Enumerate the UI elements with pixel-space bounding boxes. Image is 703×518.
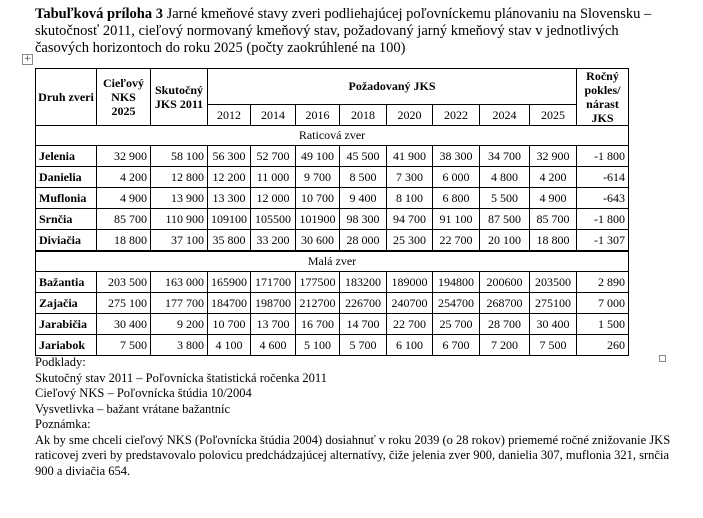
section-row <box>36 251 629 272</box>
value-cell: 8 500 <box>340 167 387 188</box>
value-cell: 11 000 <box>251 167 296 188</box>
value-cell: 3 800 <box>151 335 208 356</box>
value-cell: 87 500 <box>480 209 530 230</box>
value-cell: 37 100 <box>151 230 208 252</box>
table-row <box>36 335 629 356</box>
table-row <box>36 146 629 167</box>
species-name: Jarabičia <box>36 314 97 335</box>
value-cell: -1 800 <box>577 209 629 230</box>
value-cell: 58 100 <box>151 146 208 167</box>
section-row <box>36 126 629 146</box>
value-cell: 4 600 <box>251 335 296 356</box>
value-cell: 22 700 <box>433 230 480 252</box>
value-cell: 13 900 <box>151 188 208 209</box>
notes-paragraph: Ak by sme chceli cieľový NKS (Poľovnícka štúdia 2004) dosiahnuť v roku 2039 (o 28 rokov) priememé ročné znižovanie JKS raticovej zveri by predstavovalo polovicu predchádzajúcej alternatívy, čiže jelenia zver 900, danielia 307, muflonia 321, srnčia 900 a diviačia 654. <box>35 432 671 478</box>
table-row <box>36 209 629 230</box>
value-cell: 171700 <box>251 272 296 293</box>
value-cell: 189000 <box>387 272 433 293</box>
value-cell: 9 400 <box>340 188 387 209</box>
value-cell: 6 000 <box>433 167 480 188</box>
value-cell: -1 800 <box>577 146 629 167</box>
year-header-cell: 2020 <box>387 105 433 126</box>
value-cell: 183200 <box>340 272 387 293</box>
value-cell: 7 500 <box>530 335 577 356</box>
notes-podklady: Podklady: <box>35 355 86 369</box>
value-cell: 12 800 <box>151 167 208 188</box>
value-cell: 226700 <box>340 293 387 314</box>
species-name: Danielia <box>36 167 97 188</box>
header-nks: Cieľový NKS 2025 <box>97 69 151 126</box>
value-cell: 4 800 <box>480 167 530 188</box>
value-cell: 13 300 <box>208 188 251 209</box>
table-row <box>36 188 629 209</box>
notes-line-3: Vysvetlivka – bažant vrátane bažantníc <box>35 401 231 416</box>
value-cell: 32 900 <box>530 146 577 167</box>
value-cell: 198700 <box>251 293 296 314</box>
notes-line-1: Skutočný stav 2011 – Poľovnícka štatistická ročenka 2011 <box>35 370 327 385</box>
caption-lead: Tabuľková príloha 3 <box>35 6 163 22</box>
value-cell: 200600 <box>480 272 530 293</box>
value-cell: 4 200 <box>530 167 577 188</box>
species-name: Srnčia <box>36 209 97 230</box>
species-name: Jariabok <box>36 335 97 356</box>
value-cell: 85 700 <box>97 209 151 230</box>
value-cell: 7 200 <box>480 335 530 356</box>
table-row <box>36 230 629 252</box>
species-name: Bažantia <box>36 272 97 293</box>
header-pozadovany: Požadovaný JKS <box>208 69 577 105</box>
value-cell: 49 100 <box>296 146 340 167</box>
value-cell: 184700 <box>208 293 251 314</box>
value-cell: 28 700 <box>480 314 530 335</box>
table-row <box>36 293 629 314</box>
value-cell: 9 700 <box>296 167 340 188</box>
header-druh: Druh zveri <box>36 69 97 126</box>
header-rocny: Ročný pokles/ nárast JKS <box>577 69 629 126</box>
value-cell: 165900 <box>208 272 251 293</box>
value-cell: 13 700 <box>251 314 296 335</box>
value-cell: 12 000 <box>251 188 296 209</box>
value-cell: 4 200 <box>97 167 151 188</box>
species-name: Diviačia <box>36 230 97 252</box>
value-cell: 18 800 <box>97 230 151 252</box>
value-cell: 10 700 <box>296 188 340 209</box>
value-cell: 4 100 <box>208 335 251 356</box>
value-cell: 20 100 <box>480 230 530 252</box>
table-row <box>36 167 629 188</box>
value-cell: 5 100 <box>296 335 340 356</box>
value-cell: 268700 <box>480 293 530 314</box>
value-cell: 101900 <box>296 209 340 230</box>
value-cell: 240700 <box>387 293 433 314</box>
value-cell: -614 <box>577 167 629 188</box>
section-title: Raticová zver <box>36 126 629 146</box>
value-cell: 32 900 <box>97 146 151 167</box>
value-cell: 16 700 <box>296 314 340 335</box>
wildlife-stock-table <box>35 68 629 356</box>
value-cell: 163 000 <box>151 272 208 293</box>
value-cell: 38 300 <box>433 146 480 167</box>
value-cell: 177 700 <box>151 293 208 314</box>
value-cell: 212700 <box>296 293 340 314</box>
species-name: Muflonia <box>36 188 97 209</box>
value-cell: 4 900 <box>530 188 577 209</box>
value-cell: 109100 <box>208 209 251 230</box>
value-cell: 5 500 <box>480 188 530 209</box>
value-cell: 33 200 <box>251 230 296 252</box>
value-cell: 275 100 <box>97 293 151 314</box>
value-cell: 177500 <box>296 272 340 293</box>
year-header-cell: 2018 <box>340 105 387 126</box>
value-cell: 10 700 <box>208 314 251 335</box>
value-cell: 105500 <box>251 209 296 230</box>
value-cell: 5 700 <box>340 335 387 356</box>
value-cell: 45 500 <box>340 146 387 167</box>
value-cell: 85 700 <box>530 209 577 230</box>
value-cell: 22 700 <box>387 314 433 335</box>
value-cell: 28 000 <box>340 230 387 252</box>
value-cell: 6 700 <box>433 335 480 356</box>
year-header-cell: 2014 <box>251 105 296 126</box>
section-title: Malá zver <box>36 251 629 272</box>
value-cell: 7 300 <box>387 167 433 188</box>
value-cell: 2 890 <box>577 272 629 293</box>
value-cell: -1 307 <box>577 230 629 252</box>
table-row <box>36 272 629 293</box>
notes-line-2: Cieľový NKS – Poľovnícka štúdia 10/2004 <box>35 386 252 400</box>
table-caption <box>35 6 675 57</box>
year-header-cell: 2025 <box>530 105 577 126</box>
value-cell: 52 700 <box>251 146 296 167</box>
value-cell: 30 400 <box>530 314 577 335</box>
value-cell: 275100 <box>530 293 577 314</box>
year-header-cell: 2012 <box>208 105 251 126</box>
table-row <box>36 314 629 335</box>
year-header-cell: 2016 <box>296 105 340 126</box>
value-cell: 1 500 <box>577 314 629 335</box>
notes-poznamka: Poznámka: <box>35 417 91 431</box>
notes-block <box>35 355 675 479</box>
caption-text: Jarné kmeňové stavy zveri podliehajúcej poľovníckemu plánovaniu na Slovensku – skutočnosť 2011, cieľový normovaný kmeňový stav, požadovaný jarný kmeňový stav v jednotlivých časových horizontoch do roku 2025 (počty zaokrúhlené na 100) <box>35 6 652 56</box>
value-cell: 91 100 <box>433 209 480 230</box>
value-cell: 6 800 <box>433 188 480 209</box>
value-cell: 14 700 <box>340 314 387 335</box>
value-cell: 56 300 <box>208 146 251 167</box>
value-cell: 254700 <box>433 293 480 314</box>
value-cell: 7 000 <box>577 293 629 314</box>
value-cell: 9 200 <box>151 314 208 335</box>
value-cell: 30 600 <box>296 230 340 252</box>
value-cell: 34 700 <box>480 146 530 167</box>
value-cell: 35 800 <box>208 230 251 252</box>
value-cell: 7 500 <box>97 335 151 356</box>
value-cell: 98 300 <box>340 209 387 230</box>
species-name: Jelenia <box>36 146 97 167</box>
value-cell: 194800 <box>433 272 480 293</box>
value-cell: 18 800 <box>530 230 577 252</box>
value-cell: 94 700 <box>387 209 433 230</box>
header-jks2011: Skutočný JKS 2011 <box>151 69 208 126</box>
species-name: Zajačia <box>36 293 97 314</box>
value-cell: 41 900 <box>387 146 433 167</box>
year-header-cell: 2024 <box>480 105 530 126</box>
value-cell: -643 <box>577 188 629 209</box>
year-header-cell: 2022 <box>433 105 480 126</box>
value-cell: 8 100 <box>387 188 433 209</box>
value-cell: 25 700 <box>433 314 480 335</box>
value-cell: 6 100 <box>387 335 433 356</box>
value-cell: 110 900 <box>151 209 208 230</box>
table-move-handle-icon[interactable]: + <box>23 54 32 64</box>
value-cell: 203500 <box>530 272 577 293</box>
value-cell: 260 <box>577 335 629 356</box>
value-cell: 203 500 <box>97 272 151 293</box>
value-cell: 30 400 <box>97 314 151 335</box>
value-cell: 25 300 <box>387 230 433 252</box>
value-cell: 12 200 <box>208 167 251 188</box>
value-cell: 4 900 <box>97 188 151 209</box>
